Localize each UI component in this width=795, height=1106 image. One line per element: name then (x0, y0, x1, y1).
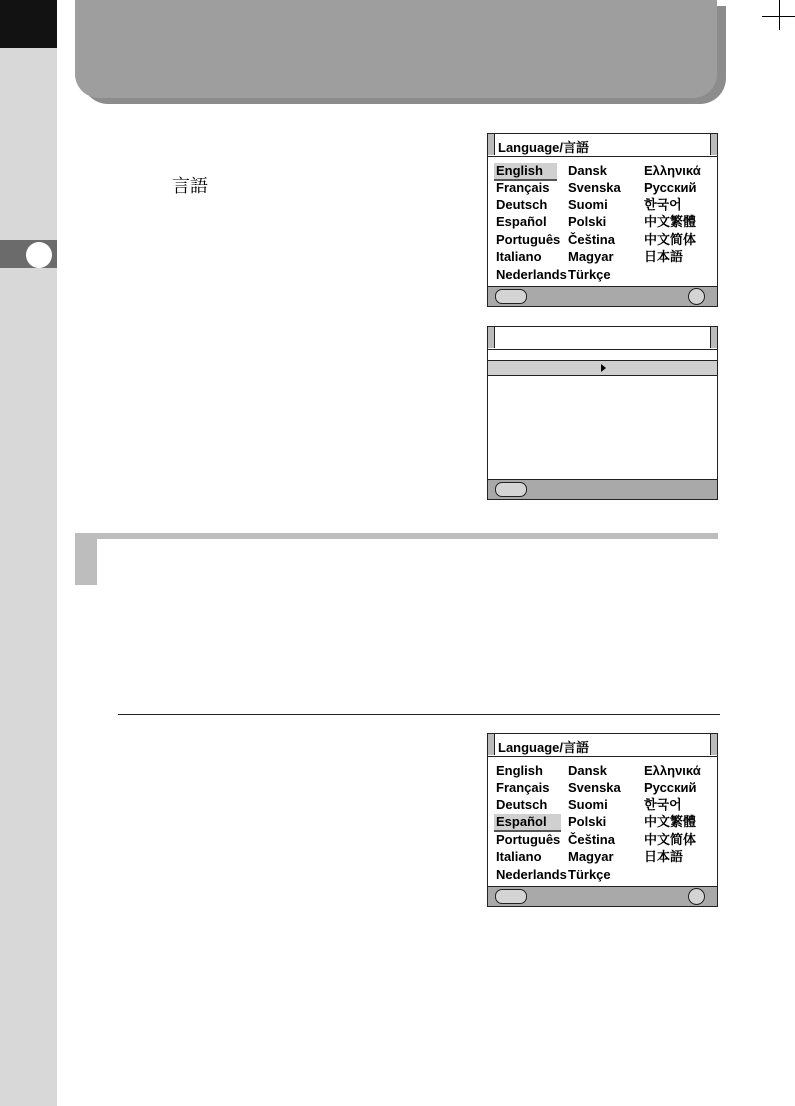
title-tab-right (710, 133, 718, 155)
divider-line (118, 714, 720, 715)
selected-row[interactable] (488, 361, 717, 376)
language-screen-2 (487, 326, 718, 500)
lang-option-polski[interactable]: Polski (568, 214, 607, 229)
lang-option-nederlands[interactable]: Nederlands (496, 267, 567, 282)
right-arrow-icon (601, 364, 606, 372)
lang-option-dansk[interactable]: Dansk (568, 763, 608, 778)
screen-title: Language/言語 (498, 140, 590, 155)
screen-title: Language/言語 (498, 740, 590, 755)
screen-footer (488, 886, 717, 906)
lang-option-japanese[interactable]: 日本語 (644, 849, 684, 864)
lang-option-chinese-traditional[interactable]: 中文繁體 (644, 214, 697, 229)
lang-option-english[interactable]: English (496, 763, 543, 778)
side-corner-block (0, 0, 57, 48)
lang-option-italiano[interactable]: Italiano (496, 249, 542, 264)
lang-option-cestina[interactable]: Čeština (568, 832, 615, 847)
section-heading-bar (75, 533, 718, 539)
title-tab-left (487, 733, 495, 755)
lang-option-dansk[interactable]: Dansk (568, 163, 608, 178)
lang-option-english[interactable]: English (494, 163, 557, 181)
lang-option-suomi[interactable]: Suomi (568, 197, 608, 212)
menu-button-icon (495, 482, 527, 497)
screen-footer (488, 479, 717, 499)
lang-option-deutsch[interactable]: Deutsch (496, 197, 548, 212)
lang-option-russian[interactable]: Русский (644, 780, 697, 795)
lang-option-portugues[interactable]: Português (496, 232, 561, 247)
lang-option-turkce[interactable]: Türkçe (568, 267, 611, 282)
lang-option-magyar[interactable]: Magyar (568, 849, 614, 864)
chapter-marker (26, 242, 52, 268)
lang-option-chinese-simplified[interactable]: 中文简体 (644, 832, 697, 847)
screen-footer (488, 286, 717, 306)
blank-row (488, 349, 717, 361)
crop-mark-horizontal (762, 16, 795, 17)
lang-option-greek[interactable]: Ελληνικά (644, 763, 701, 778)
menu-button-icon (495, 289, 527, 304)
lang-option-japanese[interactable]: 日本語 (644, 249, 684, 264)
screen-title-bar (488, 734, 717, 757)
lang-option-svenska[interactable]: Svenska (568, 180, 621, 195)
screen-title-bar (488, 327, 717, 350)
title-tab-right (710, 733, 718, 755)
lang-option-suomi[interactable]: Suomi (568, 797, 608, 812)
lang-option-chinese-traditional[interactable]: 中文繁體 (644, 814, 697, 829)
title-tab-left (487, 133, 495, 155)
lang-option-korean[interactable]: 한국어 (644, 797, 682, 812)
lang-option-francais[interactable]: Français (496, 180, 550, 195)
language-glyph-label: 言語 (172, 176, 208, 196)
lang-option-turkce[interactable]: Türkçe (568, 867, 611, 882)
lang-option-korean[interactable]: 한국어 (644, 197, 682, 212)
language-screen-1 (487, 133, 718, 307)
lang-option-portugues[interactable]: Português (496, 832, 561, 847)
lang-option-polski[interactable]: Polski (568, 814, 607, 829)
lang-option-nederlands[interactable]: Nederlands (496, 867, 567, 882)
header-bar (75, 0, 717, 98)
side-margin-band (0, 0, 57, 1106)
language-screen-3 (487, 733, 718, 907)
title-tab-left (487, 326, 495, 348)
lang-option-chinese-simplified[interactable]: 中文简体 (644, 232, 697, 247)
lang-option-cestina[interactable]: Čeština (568, 232, 615, 247)
crop-mark-vertical (779, 0, 780, 30)
menu-button-icon (495, 889, 527, 904)
lang-option-espanol[interactable]: Español (494, 814, 561, 832)
lang-option-francais[interactable]: Français (496, 780, 550, 795)
ok-button-icon (688, 888, 705, 905)
lang-option-deutsch[interactable]: Deutsch (496, 797, 548, 812)
lang-option-espanol[interactable]: Español (496, 214, 547, 229)
lang-option-russian[interactable]: Русский (644, 180, 697, 195)
lang-option-magyar[interactable]: Magyar (568, 249, 614, 264)
title-tab-right (710, 326, 718, 348)
ok-button-icon (688, 288, 705, 305)
lang-option-greek[interactable]: Ελληνικά (644, 163, 701, 178)
lang-option-italiano[interactable]: Italiano (496, 849, 542, 864)
screen-title-bar (488, 134, 717, 157)
section-heading-tab (75, 533, 97, 585)
lang-option-svenska[interactable]: Svenska (568, 780, 621, 795)
